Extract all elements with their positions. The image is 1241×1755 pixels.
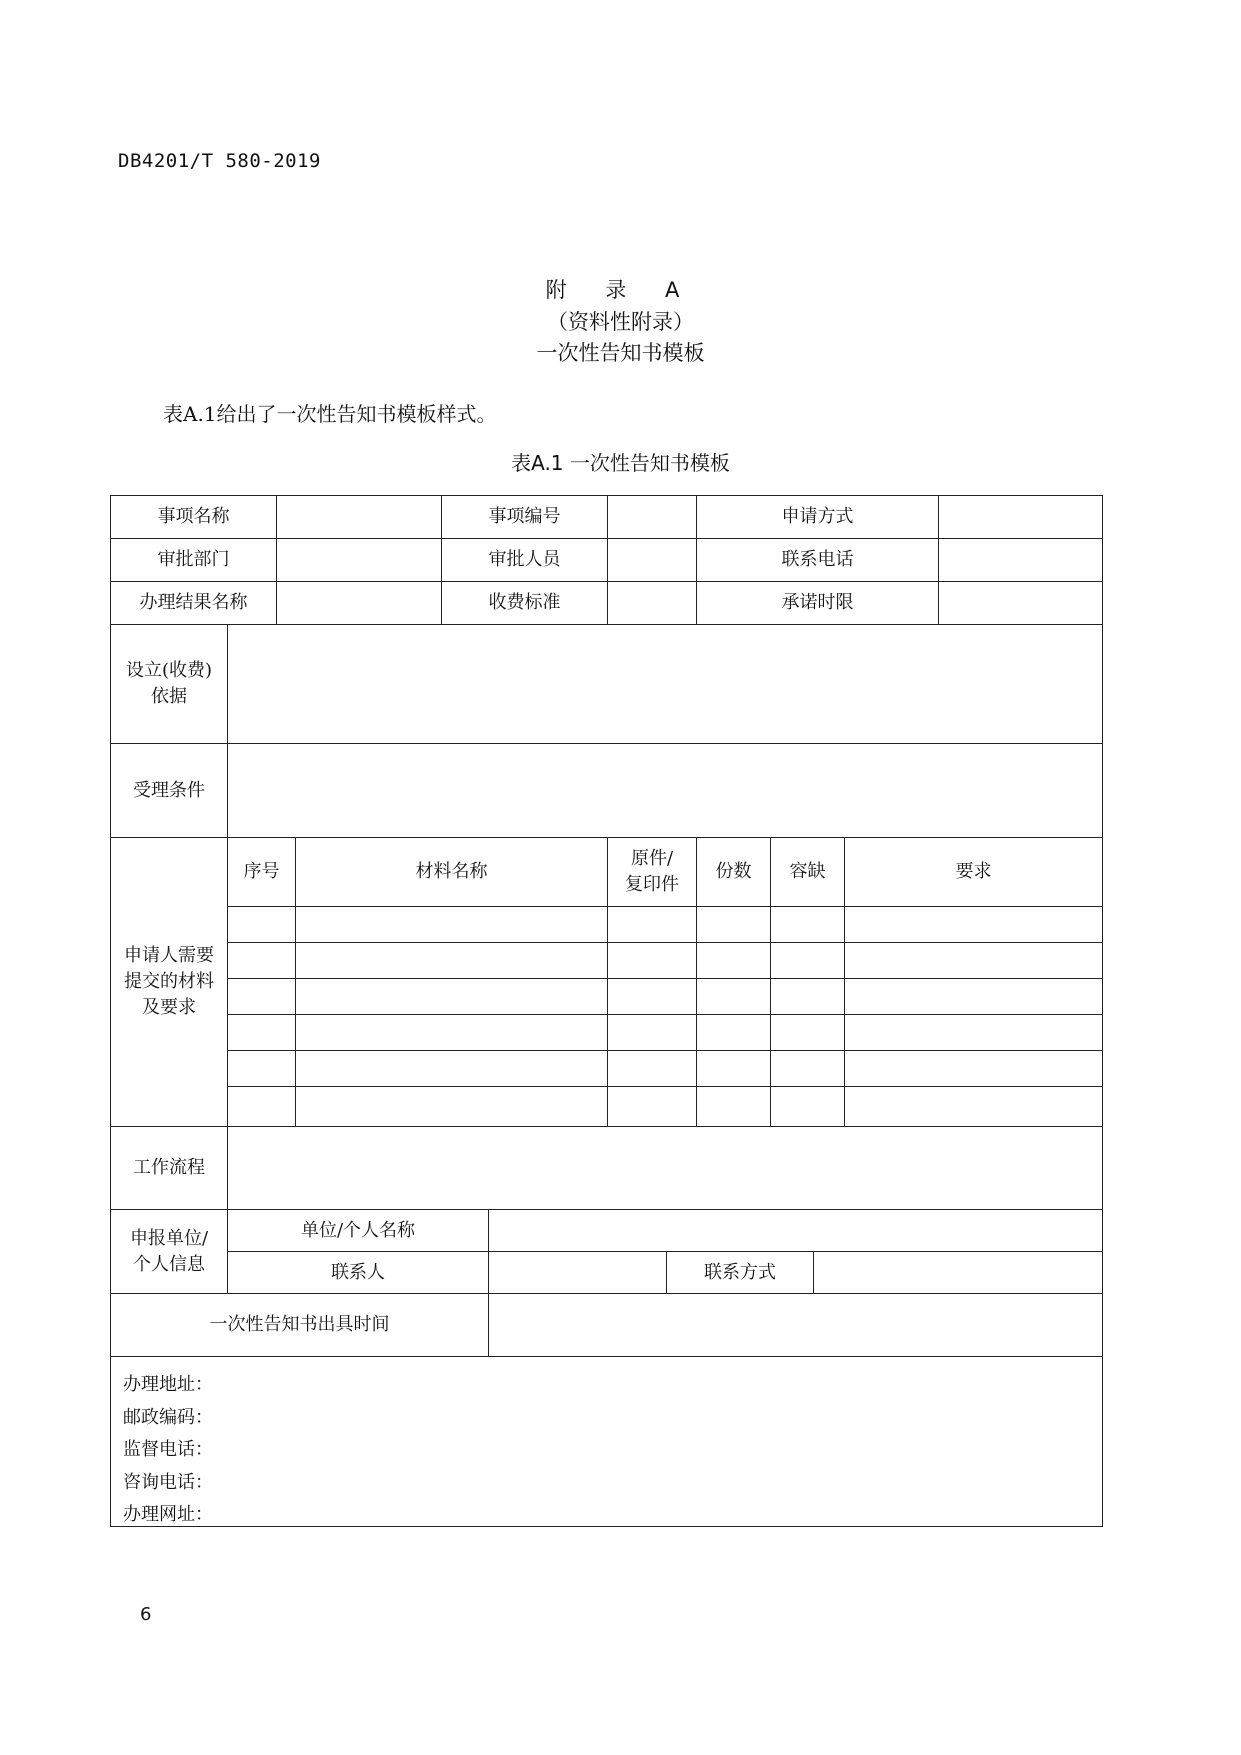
- material-cell[interactable]: [227, 1014, 296, 1051]
- contact-supervision-phone: 监督电话：: [123, 1439, 213, 1460]
- header-tolerance: 容缺: [770, 837, 845, 907]
- material-cell[interactable]: [607, 1050, 697, 1087]
- material-cell[interactable]: [227, 978, 296, 1015]
- appendix-title: 附 录 A: [545, 278, 696, 302]
- label-materials: 申请人需要 提交的材料 及要求: [110, 837, 228, 1127]
- material-cell[interactable]: [295, 978, 608, 1015]
- label-applicant-info: 申报单位/ 个人信息: [110, 1209, 228, 1294]
- field-approver[interactable]: [607, 538, 697, 582]
- material-cell[interactable]: [770, 978, 845, 1015]
- material-cell[interactable]: [227, 942, 296, 979]
- label-result-name: 办理结果名称: [110, 581, 277, 625]
- header-copies: 份数: [696, 837, 771, 907]
- label-issue-time: 一次性告知书出具时间: [110, 1293, 489, 1357]
- label-approver: 审批人员: [441, 538, 608, 582]
- material-cell[interactable]: [227, 1086, 296, 1127]
- material-cell[interactable]: [844, 1086, 1103, 1127]
- appendix-name: 一次性告知书模板: [536, 341, 705, 365]
- material-cell[interactable]: [607, 1086, 697, 1127]
- material-cell[interactable]: [295, 942, 608, 979]
- header-material-name: 材料名称: [295, 837, 608, 907]
- material-cell[interactable]: [770, 1050, 845, 1087]
- material-cell[interactable]: [607, 906, 697, 943]
- material-cell[interactable]: [227, 906, 296, 943]
- material-cell[interactable]: [696, 906, 771, 943]
- header-original-copy: 原件/ 复印件: [607, 837, 697, 907]
- label-basis: 设立(收费) 依据: [110, 624, 228, 744]
- field-fee-standard[interactable]: [607, 581, 697, 625]
- label-time-limit: 承诺时限: [696, 581, 939, 625]
- material-cell[interactable]: [844, 978, 1103, 1015]
- label-applicant-name: 单位/个人名称: [227, 1209, 489, 1252]
- label-item-name: 事项名称: [110, 495, 277, 539]
- material-cell[interactable]: [696, 1050, 771, 1087]
- field-time-limit[interactable]: [938, 581, 1103, 625]
- material-cell[interactable]: [295, 1050, 608, 1087]
- field-contact-phone[interactable]: [938, 538, 1103, 582]
- field-result-name[interactable]: [276, 581, 442, 625]
- contact-website: 办理网址：: [123, 1504, 213, 1525]
- material-cell[interactable]: [696, 1086, 771, 1127]
- material-cell[interactable]: [844, 1014, 1103, 1051]
- field-workflow[interactable]: [227, 1126, 1103, 1210]
- label-contact-method: 联系方式: [666, 1251, 814, 1294]
- field-approval-dept[interactable]: [276, 538, 442, 582]
- material-cell[interactable]: [696, 942, 771, 979]
- material-cell[interactable]: [770, 906, 845, 943]
- material-cell[interactable]: [295, 906, 608, 943]
- material-cell[interactable]: [607, 942, 697, 979]
- material-cell[interactable]: [607, 978, 697, 1015]
- material-cell[interactable]: [295, 1086, 608, 1127]
- header-requirement: 要求: [844, 837, 1103, 907]
- label-fee-standard: 收费标准: [441, 581, 608, 625]
- contact-consult-phone: 咨询电话：: [123, 1471, 213, 1493]
- material-cell[interactable]: [770, 1086, 845, 1127]
- material-cell[interactable]: [295, 1014, 608, 1051]
- material-cell[interactable]: [227, 1050, 296, 1087]
- material-cell[interactable]: [844, 942, 1103, 979]
- contact-info-block: [110, 1356, 1103, 1527]
- field-item-name[interactable]: [276, 495, 442, 539]
- field-issue-time[interactable]: [488, 1293, 1103, 1357]
- label-apply-method: 申请方式: [696, 495, 939, 539]
- material-cell[interactable]: [696, 978, 771, 1015]
- material-cell[interactable]: [844, 1050, 1103, 1087]
- contact-address: 办理地址：: [123, 1374, 213, 1395]
- standard-code: DB4201/T 580-2019: [118, 150, 321, 172]
- page-number: 6: [140, 1604, 152, 1625]
- contact-postcode: 邮政编码：: [123, 1406, 213, 1428]
- label-item-number: 事项编号: [441, 495, 608, 539]
- material-cell[interactable]: [696, 1014, 771, 1051]
- label-contact-phone: 联系电话: [696, 538, 939, 582]
- field-basis[interactable]: [227, 624, 1103, 744]
- material-cell[interactable]: [770, 942, 845, 979]
- field-applicant-name[interactable]: [488, 1209, 1103, 1252]
- label-conditions: 受理条件: [110, 743, 228, 838]
- field-item-number[interactable]: [607, 495, 697, 539]
- field-contact-person[interactable]: [488, 1251, 667, 1294]
- field-contact-method[interactable]: [813, 1251, 1103, 1294]
- label-contact-person: 联系人: [227, 1251, 489, 1294]
- label-workflow: 工作流程: [110, 1126, 228, 1210]
- label-approval-dept: 审批部门: [110, 538, 277, 582]
- material-cell[interactable]: [770, 1014, 845, 1051]
- intro-paragraph: 表A.1给出了一次性告知书模板样式。: [163, 402, 497, 426]
- material-cell[interactable]: [844, 906, 1103, 943]
- material-cell[interactable]: [607, 1014, 697, 1051]
- header-seq: 序号: [227, 837, 296, 907]
- field-conditions[interactable]: [227, 743, 1103, 838]
- table-caption: 表A.1 一次性告知书模板: [511, 451, 730, 475]
- appendix-subtitle: （资料性附录）: [547, 310, 694, 334]
- field-apply-method[interactable]: [938, 495, 1103, 539]
